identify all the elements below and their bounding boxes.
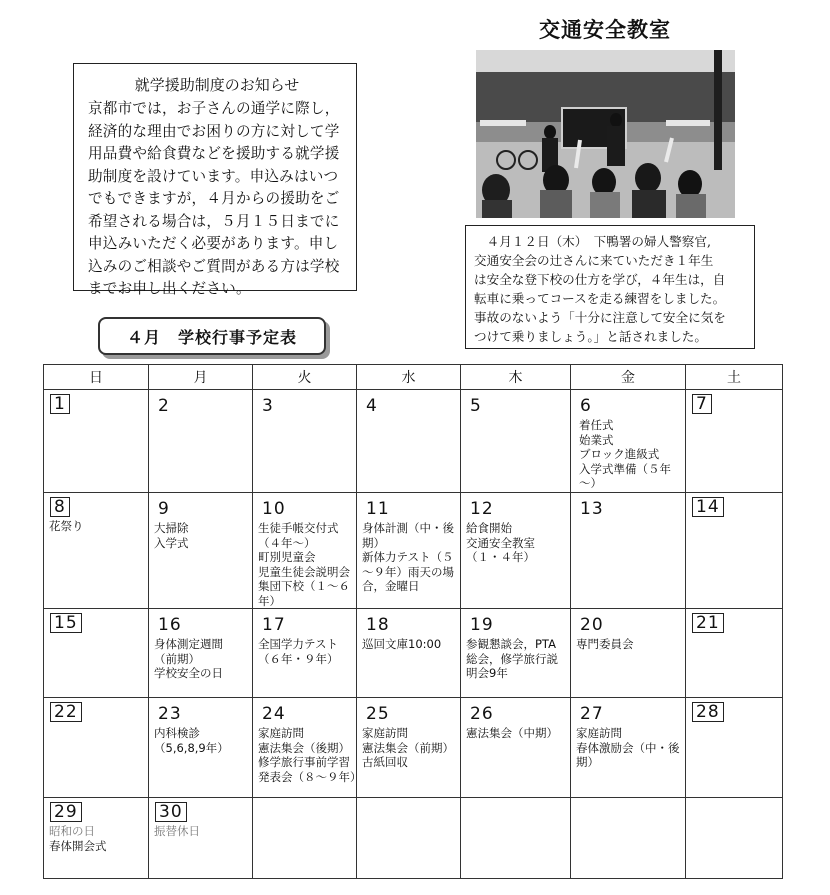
notice-line: 希望される場合は，５月１５日までに xyxy=(88,212,340,230)
event-item: 集団下校（１～６年） xyxy=(258,579,350,608)
day-number: 17 xyxy=(262,615,286,635)
day-cell xyxy=(686,798,783,879)
event-item: 生徒手帳交付式 xyxy=(258,521,339,535)
event-item: 内科検診 xyxy=(154,726,200,740)
event-item: 憲法集会（後期） xyxy=(258,740,350,755)
event-item: 全国学力テスト xyxy=(258,637,339,651)
event-item: 振替休日 xyxy=(154,824,200,838)
event-list xyxy=(253,724,362,784)
day-number: 30 xyxy=(155,802,187,822)
day-number: 13 xyxy=(580,499,604,519)
weekday-header-row xyxy=(44,365,783,390)
event-list xyxy=(149,724,252,755)
event-list xyxy=(253,635,356,666)
event-item: 修学旅行事前学習 xyxy=(258,755,350,769)
event-item: （5,6,8,9年） xyxy=(154,740,229,755)
day-number: 7 xyxy=(692,394,712,414)
day-cell xyxy=(44,390,149,493)
event-item: 家庭訪問 xyxy=(258,726,304,740)
day-cell xyxy=(357,493,461,609)
weekday-header-thu: 木 xyxy=(461,365,571,390)
event-item: ブロック進級式 xyxy=(579,447,660,461)
week-row xyxy=(44,798,783,879)
day-number: 4 xyxy=(366,396,378,416)
event-item: 身体計測（中・後期） xyxy=(362,521,454,550)
notice-title: 就学援助制度のお知らせ xyxy=(134,76,300,94)
weekday-header-fri: 金 xyxy=(571,365,686,390)
event-list xyxy=(571,416,685,491)
event-item: 憲法集会（中期） xyxy=(466,726,558,740)
day-number: 21 xyxy=(692,613,724,633)
notice-line: 助制度を設けています。申込みはいつ xyxy=(88,167,339,185)
event-item: （４年～） xyxy=(258,535,316,550)
day-cell xyxy=(149,698,253,798)
day-cell xyxy=(571,698,686,798)
event-item: 給食開始 xyxy=(466,521,512,535)
event-item: 身体測定週間 xyxy=(154,637,223,651)
notice-box xyxy=(73,63,357,297)
day-cell xyxy=(253,493,357,609)
day-number: 26 xyxy=(470,704,494,724)
day-number: 23 xyxy=(158,704,182,724)
event-item: 児童生徒会説明会 xyxy=(258,564,350,579)
day-cell xyxy=(686,609,783,698)
day-cell xyxy=(357,390,461,493)
event-list xyxy=(357,635,460,652)
event-list xyxy=(357,724,460,770)
event-item: 入学式 xyxy=(154,535,189,550)
day-cell xyxy=(253,390,357,493)
day-cell xyxy=(253,698,362,798)
event-list xyxy=(253,519,356,608)
day-cell xyxy=(149,798,253,879)
event-item: 始業式 xyxy=(579,432,614,447)
day-number: 22 xyxy=(50,702,82,722)
day-cell xyxy=(357,798,461,879)
event-list xyxy=(571,724,685,770)
safety-class-photo xyxy=(476,50,735,218)
day-number: 28 xyxy=(692,702,724,722)
day-number: 16 xyxy=(158,615,182,635)
event-item: 専門委員会 xyxy=(576,637,634,651)
event-list xyxy=(149,635,252,681)
week-row xyxy=(44,698,783,798)
notice-line: 京都市では，お子さんの通学に際し， xyxy=(88,100,340,117)
day-cell xyxy=(686,493,783,609)
day-number: 2 xyxy=(158,396,170,416)
event-list xyxy=(44,822,148,853)
day-number: 29 xyxy=(50,802,82,822)
day-cell xyxy=(571,390,686,493)
event-item: 新体力テスト（５～９年）雨天の場合，金曜日 xyxy=(362,550,454,593)
event-item: 花祭り xyxy=(49,519,84,533)
day-cell xyxy=(461,390,571,493)
event-list xyxy=(571,635,685,652)
day-cell xyxy=(571,609,686,698)
report-line: 転車に乗ってコースを走る練習をしました。 xyxy=(474,291,726,306)
week-row xyxy=(44,390,783,493)
report-line: は安全な登下校の仕方を学び，４年生は，自 xyxy=(474,272,726,287)
report-line: 交通安全会の辻さんに来ていただき１年生 xyxy=(474,253,714,268)
day-cell xyxy=(149,493,253,609)
day-cell xyxy=(44,698,149,798)
weekday-header-tue: 火 xyxy=(253,365,357,390)
day-cell xyxy=(253,609,357,698)
day-number: 18 xyxy=(366,615,390,635)
monthly-calendar xyxy=(43,364,783,879)
event-list xyxy=(461,635,570,681)
event-item: 発表会（８～９年） xyxy=(258,769,362,784)
notice-line: 用品費や給食費などを援助する就学援 xyxy=(88,145,340,162)
event-item: 入学式準備（５年～） xyxy=(579,461,671,490)
notice-line: 込みのご相談やご質問がある方は学校 xyxy=(88,257,340,275)
notice-line: でもできますが，４月からの援助をご xyxy=(88,190,340,207)
day-number: 15 xyxy=(50,613,82,633)
day-cell xyxy=(686,698,783,798)
notice-line: 経済的な理由でお困りの方に対して学 xyxy=(88,122,340,140)
event-item: 古紙回収 xyxy=(362,755,408,769)
event-item: 巡回文庫10:00 xyxy=(362,637,442,651)
day-number: 19 xyxy=(470,615,494,635)
day-cell xyxy=(461,798,571,879)
day-number: 8 xyxy=(50,497,70,517)
day-cell xyxy=(44,493,149,609)
day-cell xyxy=(44,798,149,879)
day-number: 25 xyxy=(366,704,390,724)
event-list xyxy=(149,519,252,550)
event-item: 参観懇談会，PTA総会，修学旅行説明会9年 xyxy=(466,637,558,680)
schedule-title: ４月 学校行事予定表 xyxy=(98,317,326,355)
week-row xyxy=(44,609,783,698)
report-line: ４月１２日（木） 下鴨署の婦人警察官, xyxy=(474,234,711,249)
event-item: （１・４年） xyxy=(466,550,535,564)
event-item: 学校安全の日 xyxy=(154,666,223,680)
day-cell xyxy=(571,493,686,609)
event-item: 家庭訪問 xyxy=(362,726,408,740)
day-cell xyxy=(461,609,571,698)
day-number: 20 xyxy=(580,615,604,635)
day-number: 11 xyxy=(366,499,390,519)
day-number: 12 xyxy=(470,499,494,519)
day-number: 3 xyxy=(262,396,274,416)
event-list xyxy=(461,519,570,565)
day-cell xyxy=(357,609,461,698)
day-cell xyxy=(44,609,149,698)
event-item: 交通安全教室 xyxy=(466,535,535,550)
day-number: 6 xyxy=(580,396,592,416)
event-item: 昭和の日 xyxy=(49,824,95,838)
day-cell xyxy=(571,798,686,879)
notice-line: 申込みいただく必要があります。申し xyxy=(88,235,339,252)
day-number: 1 xyxy=(50,394,70,414)
event-item: （前期） xyxy=(154,651,200,666)
day-number: 10 xyxy=(262,499,286,519)
safety-title: 交通安全教室 xyxy=(539,18,671,42)
day-cell xyxy=(461,698,571,798)
week-row xyxy=(44,493,783,609)
event-item: （６年・９年） xyxy=(258,651,339,666)
event-list xyxy=(44,517,148,534)
day-cell xyxy=(686,390,783,493)
day-number: 5 xyxy=(470,396,482,416)
report-line: つけて乗りましょう。」と話されました。 xyxy=(474,329,707,344)
report-line: 事故のないよう「十分に注意して安全に気を xyxy=(474,310,726,325)
event-item: 町別児童会 xyxy=(258,550,316,564)
event-item: 大掃除 xyxy=(154,521,189,535)
day-cell xyxy=(461,493,571,609)
day-cell xyxy=(149,609,253,698)
day-cell xyxy=(253,798,357,879)
weekday-header-sat: 土 xyxy=(686,365,783,390)
notice-line: までお申し出ください。 xyxy=(88,280,251,297)
weekday-header-mon: 月 xyxy=(149,365,253,390)
day-cell xyxy=(357,698,461,798)
weekday-header-sun: 日 xyxy=(44,365,149,390)
day-number: 24 xyxy=(262,704,286,724)
event-item: 家庭訪問 xyxy=(576,726,622,740)
photo-illustration xyxy=(476,50,735,218)
event-item: 春体開会式 xyxy=(49,838,107,853)
day-number: 14 xyxy=(692,497,724,517)
event-list xyxy=(357,519,460,594)
weekday-header-wed: 水 xyxy=(357,365,461,390)
safety-report-box xyxy=(465,225,755,349)
event-list xyxy=(461,724,570,741)
event-item: 春体激励会（中・後期） xyxy=(576,740,680,769)
day-cell xyxy=(149,390,253,493)
event-item: 着任式 xyxy=(579,418,614,432)
day-number: 9 xyxy=(158,499,170,519)
event-item: 憲法集会（前期） xyxy=(362,740,454,755)
day-number: 27 xyxy=(580,704,604,724)
event-list xyxy=(149,822,252,839)
